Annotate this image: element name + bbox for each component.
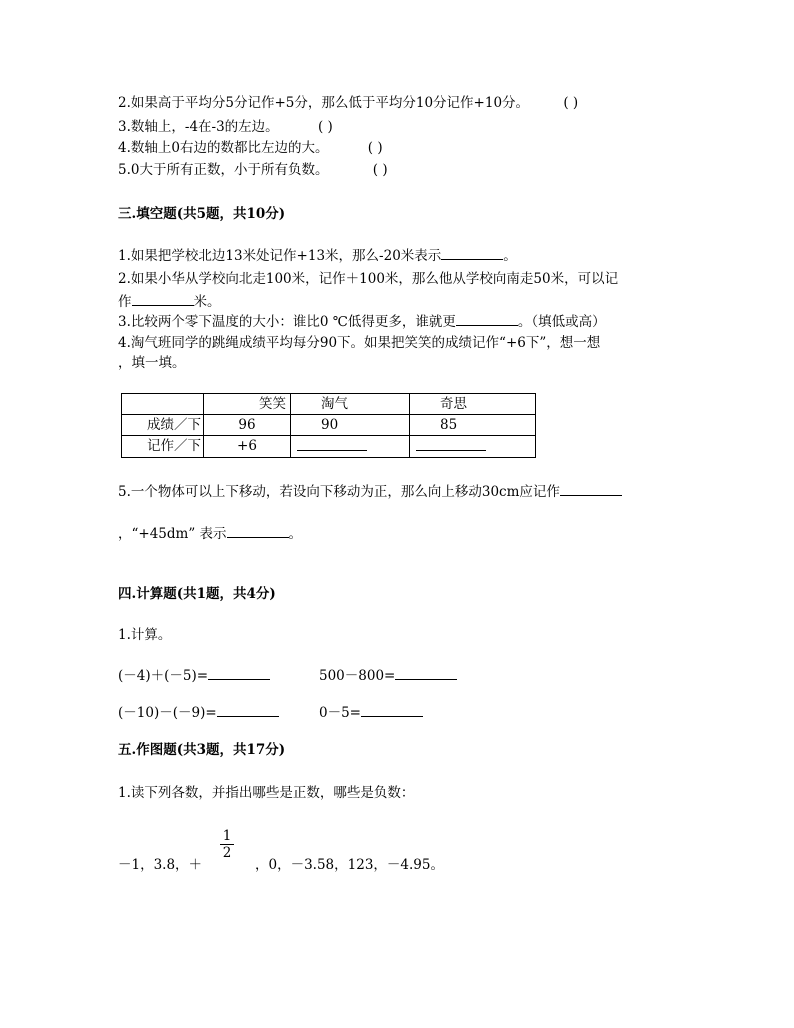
answer-blank[interactable] [441,246,503,260]
question-text: 1.如果把学校北边13米处记作+13米，那么-20米表示 [118,248,442,264]
question-text: 。 [288,526,303,542]
answer-blank[interactable] [297,436,367,451]
calc-intro: 1.计算。 [118,627,172,643]
calc-expression [118,703,279,722]
draw-intro: 1.读下列各数，并指出哪些是正数，哪些是负数： [118,785,415,801]
score-table [121,393,536,458]
fill-question-5-cont [118,524,302,543]
section-heading-fill: 三.填空题(共5题，共10分) [118,206,286,222]
table-row [122,436,536,458]
number-list-start: －1，3.8，＋ [118,857,203,873]
answer-paren[interactable]: ( ) [372,162,388,178]
fill-question-4 [118,334,600,352]
table-row-label: 成绩／下 [122,415,204,436]
question-text: 作 [118,294,132,310]
question-text: 3.比较两个零下温度的大小：谁比0 ℃低得更多，谁就更 [118,314,456,330]
expression-text: (－10)－(－9)= [118,705,217,721]
table-cell: 90 [291,415,410,436]
question-text: 。（填低或高） [517,314,606,330]
table-header-row [122,394,536,415]
answer-blank[interactable] [132,292,194,306]
question-text: ，填一填。 [118,355,186,371]
question-text: 。 [503,248,517,264]
table-header-cell: 淘气 [291,394,410,415]
expression-text: 0－5= [319,705,361,721]
question-text: 2.如果小华从学校向北走100米，记作＋100米，那么他从学校向南走50米，可以记 [118,271,619,287]
fraction-numerator: 1 [222,828,232,844]
fraction-one-half [220,828,234,861]
question-text: ，“+45dm” 表示 [118,526,227,542]
judge-item-text: 3.数轴上，-4在-3的左边。 [118,119,279,135]
answer-paren[interactable]: ( ) [317,119,333,135]
calc-expression [319,703,423,722]
answer-blank[interactable] [560,482,622,496]
table-row [122,415,536,436]
table-answer-cell[interactable] [410,436,536,458]
calc-expression [118,666,270,685]
expression-text: (－4)＋(－5)= [118,668,209,684]
answer-blank[interactable] [361,703,423,717]
fill-question-2 [118,270,618,288]
table-header-cell [122,394,204,415]
question-text: 4.淘气班同学的跳绳成绩平均每分90下。如果把笑笑的成绩记作“+6下”，想一想 [118,335,601,351]
section-heading-draw: 五.作图题(共3题，共17分) [118,742,286,758]
answer-blank[interactable] [208,666,270,680]
table-cell: 96 [204,415,291,436]
answer-blank[interactable] [217,703,279,717]
answer-blank[interactable] [416,436,486,451]
answer-blank[interactable] [227,524,289,538]
table-header-cell: 笑笑 [204,394,291,415]
question-text: 5.一个物体可以上下移动，若设向下移动为正，那么向上移动30cm应记作 [118,484,560,500]
fill-question-3 [118,312,606,331]
answer-paren[interactable]: ( ) [367,140,383,156]
fill-question-4-cont [118,354,186,372]
table-answer-cell[interactable] [291,436,410,458]
table-cell: +6 [204,436,291,458]
fraction-denominator: 2 [222,845,232,861]
judge-item-3 [118,118,333,136]
table-cell: 85 [410,415,536,436]
answer-blank[interactable] [395,666,457,680]
fill-question-2-cont [118,292,221,311]
section-heading-calc: 四.计算题(共1题，共4分) [118,586,276,602]
fill-question-1 [118,246,517,265]
table-row-label: 记作／下 [122,436,204,458]
judge-item-text: 2.如果高于平均分5分记作+5分，那么低于平均分10分记作+10分。 [118,95,530,111]
expression-text: 500－800= [319,668,396,684]
question-text: 米。 [193,294,221,310]
fill-question-5 [118,482,622,501]
number-list-end: ，0，－3.58，123，－4.95。 [255,857,444,873]
answer-paren[interactable]: ( ) [563,95,579,111]
judge-item-text: 4.数轴上0右边的数都比左边的大。 [118,140,329,156]
calc-expression [319,666,457,685]
judge-item-4 [118,139,383,157]
answer-blank[interactable] [456,312,518,326]
judge-item-5 [118,161,388,179]
judge-item-2 [118,94,578,112]
table-header-cell: 奇思 [410,394,536,415]
judge-item-text: 5.0大于所有正数，小于所有负数。 [118,162,329,178]
